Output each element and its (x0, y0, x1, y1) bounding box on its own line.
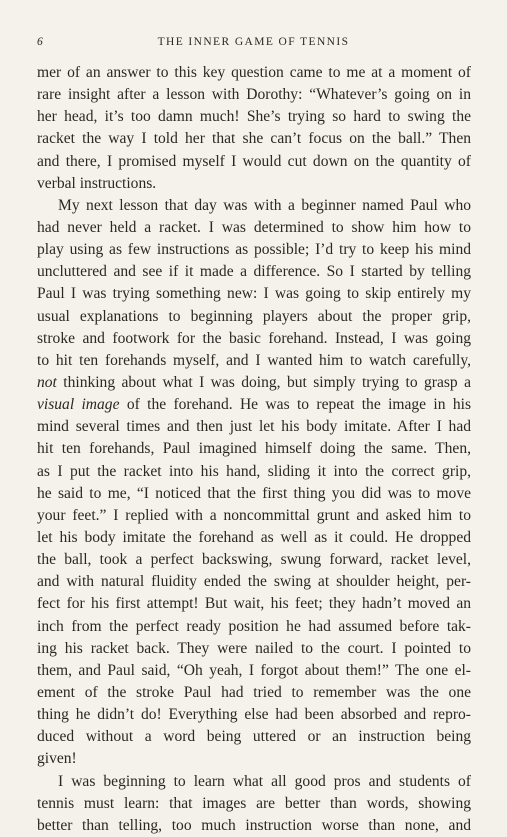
text-segment: mind several times and then just let his body imitate. After I had (37, 418, 471, 436)
text-line (37, 350, 471, 372)
text-line (37, 638, 471, 660)
text-segment: verbal instructions. (37, 174, 157, 192)
text-segment: he said to me, “I noticed that the first thing you did was to move (37, 484, 471, 502)
text-line (37, 549, 471, 571)
text-segment: mer of an answer to this key question came to me at a moment of (37, 64, 471, 81)
text-segment: usual explanations to beginning players about the proper grip, (37, 307, 471, 325)
text-line (37, 151, 471, 173)
text-segment: play using as few instructions as possible; I’d try to keep his mind (37, 241, 471, 259)
text-segment: given! (37, 750, 77, 768)
text-line (37, 438, 471, 460)
text-segment: and there, I promised myself I would cut down on the quantity of (37, 152, 471, 170)
text-line (37, 726, 471, 748)
text-line (37, 372, 471, 394)
text-line (37, 62, 471, 84)
text-segment: fect for his first attempt! But wait, his feet; they hadn’t moved an (37, 595, 471, 613)
text-line (37, 239, 471, 261)
text-line (37, 306, 471, 328)
text-line (37, 505, 471, 527)
text-line (37, 748, 471, 770)
text-segment: duced without a word being uttered or an instruction being (37, 728, 471, 746)
text-segment: them, and Paul said, “Oh yeah, I forgot about them!” The one el- (37, 661, 471, 679)
text-line (37, 283, 471, 305)
text-line (37, 660, 471, 682)
text-segment: tennis must learn: that images are better than words, showing (37, 794, 471, 812)
text-line (37, 128, 471, 150)
text-line (37, 593, 471, 615)
text-segment: and with natural fluidity ended the swing at shoulder height, per- (37, 573, 471, 591)
text-line (37, 173, 471, 195)
running-head: THE INNER GAME OF TENNIS (157, 36, 350, 48)
text-line (37, 84, 471, 106)
text-line (37, 704, 471, 726)
text-segment: the ball, took a perfect backswing, swung forward, racket level, (37, 551, 471, 569)
text-segment: stroke and footwork for the basic forehand. Instead, I was going (37, 329, 471, 347)
text-segment: I was beginning to learn what all good pros and students of (58, 772, 471, 790)
text-line (37, 793, 471, 815)
text-segment: of the forehand. He was to repeat the image in his (119, 396, 471, 414)
text-line (37, 394, 471, 416)
text-segment: racket the way I told her that she can’t focus on the ball.” Then (37, 130, 471, 148)
text-line (37, 571, 471, 593)
text-line (37, 461, 471, 483)
text-segment: let his body imitate the forehand as well as it could. He dropped (37, 528, 471, 546)
text-segment: her head, it’s too damn much! She’s trying so hard to swing the (37, 108, 471, 126)
text-segment: as I put the racket into his hand, sliding it into the correct grip, (37, 462, 471, 480)
text-segment: your feet.” I replied with a noncommittal grunt and asked him to (37, 506, 471, 524)
body-text (37, 62, 471, 837)
text-line (37, 771, 471, 793)
text-segment: hit ten forehands, Paul imagined himself doing the same. Then, (37, 440, 471, 458)
text-line (37, 682, 471, 704)
text-segment: ing his racket back. They were nailed to the court. I pointed to (37, 639, 471, 657)
text-line (37, 195, 471, 217)
text-segment: uncluttered and see if it made a difference. So I started by telling (37, 263, 471, 281)
text-segment: inch from the perfect ready position he had assumed before tak- (37, 617, 471, 635)
text-segment: rare insight after a lesson with Dorothy: “Whatever’s going on in (37, 86, 471, 104)
italic-text: visual image (37, 396, 120, 414)
text-line (37, 106, 471, 128)
text-segment: better than telling, too much instruction worse than none, and (37, 816, 471, 834)
text-line (37, 328, 471, 350)
text-segment: had never held a racket. I was determined to show him how to (37, 218, 471, 236)
text-line (37, 527, 471, 549)
text-segment: thing he didn’t do! Everything else had been absorbed and repro- (37, 706, 471, 724)
text-line (37, 416, 471, 438)
text-line (37, 483, 471, 505)
italic-text: not (37, 373, 57, 391)
text-line (37, 616, 471, 638)
text-line (37, 261, 471, 283)
text-segment: thinking about what I was doing, but simply trying to grasp a (56, 373, 471, 391)
text-segment: to hit ten forehands myself, and I wanted him to watch carefully, (37, 351, 471, 369)
text-segment: Paul I was trying something new: I was going to skip entirely my (37, 285, 471, 303)
text-segment: ement of the stroke Paul had tried to remember was the one (37, 683, 471, 701)
page-header (37, 36, 470, 52)
text-segment: My next lesson that day was with a beginner named Paul who (58, 196, 471, 214)
page-number: 6 (37, 36, 43, 48)
text-line (37, 217, 471, 239)
text-line (37, 815, 471, 837)
